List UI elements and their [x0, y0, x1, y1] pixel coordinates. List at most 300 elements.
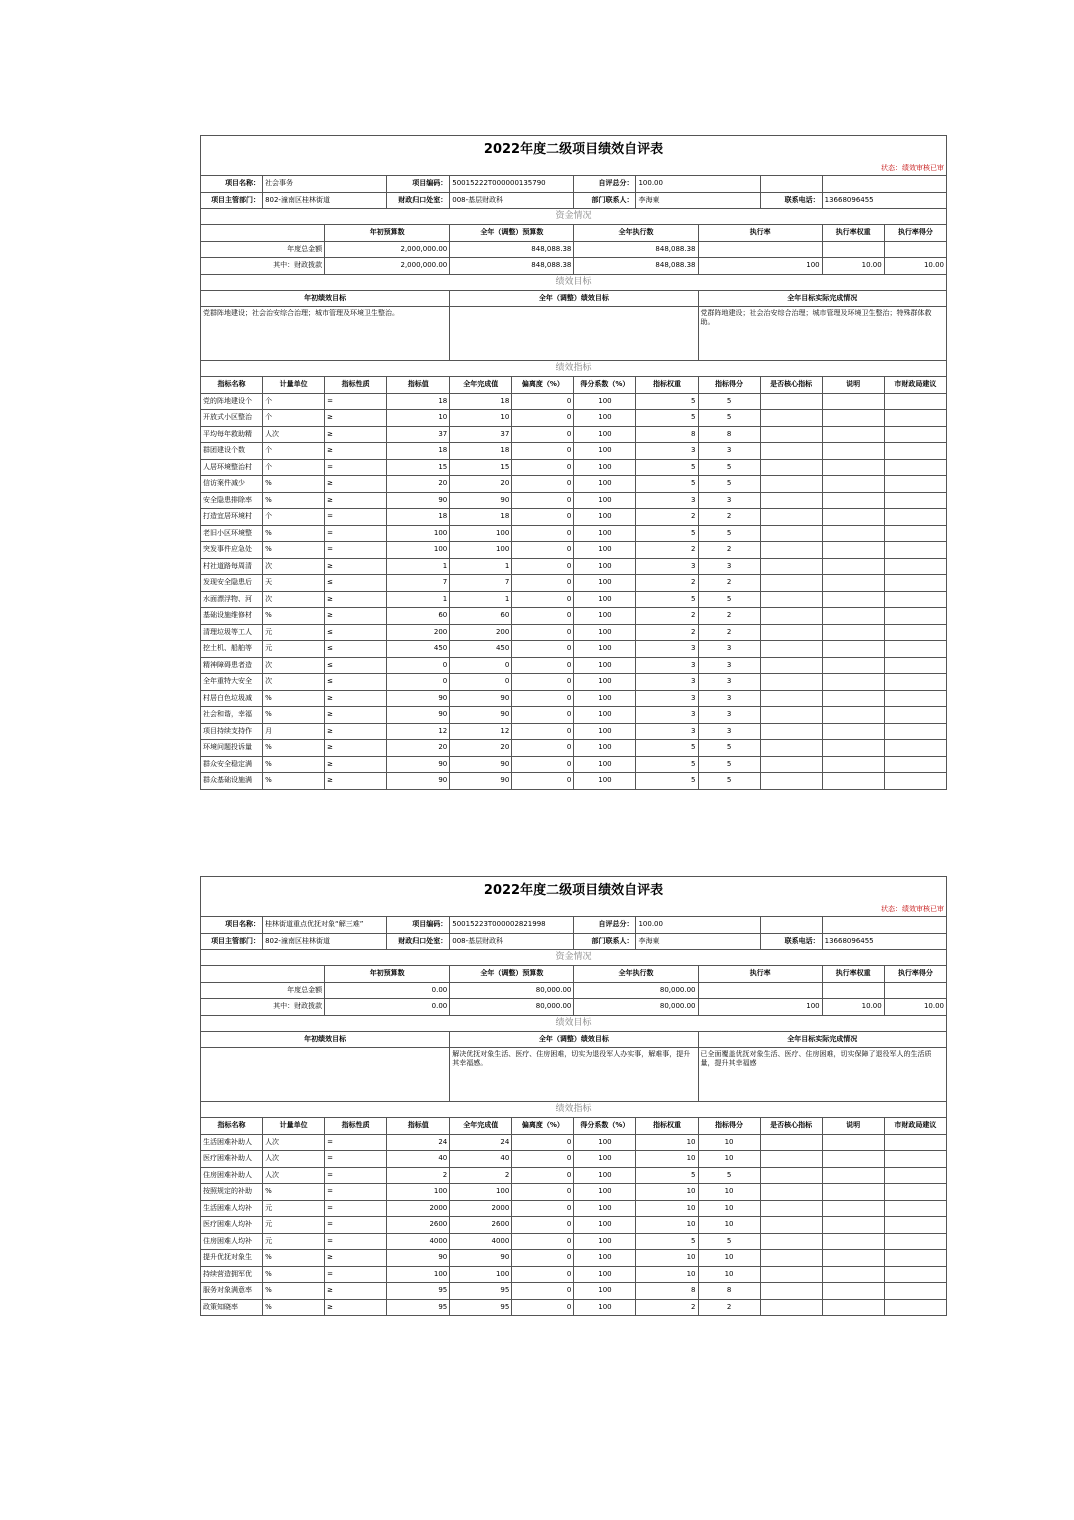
indicator-cell: 90 — [450, 707, 512, 724]
empty-cell — [760, 674, 822, 691]
indicator-row — [201, 641, 947, 658]
empty-cell — [884, 1184, 946, 1201]
indicator-row — [201, 459, 947, 476]
indicator-cell: 0 — [512, 393, 574, 410]
indicator-cell: 18 — [387, 393, 450, 410]
indicator-cell: 0 — [512, 1184, 574, 1201]
indicator-cell: 100 — [574, 1184, 636, 1201]
empty-cell — [822, 608, 884, 625]
empty-cell — [760, 690, 822, 707]
indicator-cell: 10 — [636, 1134, 698, 1151]
indicator-cell: % — [263, 1184, 325, 1201]
empty-cell — [760, 1283, 822, 1300]
empty-cell — [760, 509, 822, 526]
indicator-cell: 0 — [512, 591, 574, 608]
indicators-section-title: 绩效指标 — [201, 361, 947, 377]
indicator-cell: 95 — [450, 1283, 512, 1300]
goals-header: 全年（调整）绩效目标 — [450, 1031, 698, 1048]
indicator-cell: 100 — [574, 740, 636, 757]
indicator-cell: 3 — [636, 723, 698, 740]
empty-cell — [760, 608, 822, 625]
indicator-row — [201, 558, 947, 575]
indicator-row — [201, 608, 947, 625]
indicator-cell: 1 — [387, 591, 450, 608]
indicator-cell: 100 — [574, 608, 636, 625]
form-table — [200, 876, 947, 1316]
indicator-cell: 95 — [450, 1299, 512, 1316]
contact-value: 李海東 — [636, 192, 760, 209]
indicator-cell: 18 — [450, 443, 512, 460]
indicator-cell: 2 — [698, 608, 760, 625]
indicator-cell: 100 — [574, 657, 636, 674]
indicator-header: 得分系数（%） — [574, 1118, 636, 1135]
indicator-cell: 0 — [512, 723, 574, 740]
empty-cell — [822, 657, 884, 674]
indicator-header: 是否核心指标 — [760, 1118, 822, 1135]
indicator-cell: 18 — [387, 443, 450, 460]
empty-cell — [760, 558, 822, 575]
empty-cell — [760, 542, 822, 559]
goals-header: 全年（调整）绩效目标 — [450, 290, 698, 307]
indicator-cell: 3 — [636, 641, 698, 658]
indicator-cell: 人次 — [263, 1151, 325, 1168]
indicator-row — [201, 1134, 947, 1151]
indicator-header: 指标得分 — [698, 377, 760, 394]
indicator-cell: 0 — [512, 525, 574, 542]
indicator-cell: 10 — [636, 1250, 698, 1267]
project-name-label: 项目名称： — [201, 176, 263, 193]
indicator-cell: 100 — [574, 459, 636, 476]
empty-cell — [822, 1266, 884, 1283]
goals-header-row — [201, 290, 947, 307]
funds-section-title: 资金情况 — [201, 209, 947, 225]
project-code-value: 50015222T000000135790 — [450, 176, 574, 193]
empty-cell — [760, 459, 822, 476]
goals-section-title: 绩效目标 — [201, 274, 947, 290]
indicator-cell: 60 — [387, 608, 450, 625]
indicator-cell: 10 — [636, 1217, 698, 1234]
indicator-row — [201, 393, 947, 410]
indicator-cell: 90 — [387, 1250, 450, 1267]
indicator-cell: = — [325, 1233, 387, 1250]
indicator-cell: 3 — [698, 492, 760, 509]
indicators-header-row — [201, 377, 947, 394]
funds-header: 全年执行数 — [574, 225, 698, 242]
indicator-cell: 10 — [636, 1184, 698, 1201]
indicator-cell: 0 — [512, 674, 574, 691]
funds-row — [201, 982, 947, 999]
indicator-cell: 0 — [512, 740, 574, 757]
indicator-cell: 3 — [698, 443, 760, 460]
status-text: 状态：绩效审核已审 — [201, 903, 947, 917]
empty-cell — [822, 558, 884, 575]
indicator-cell: 老旧小区环境整 — [201, 525, 263, 542]
empty-cell — [884, 426, 946, 443]
indicator-cell: 100 — [450, 542, 512, 559]
indicator-cell: 水面漂浮物、河 — [201, 591, 263, 608]
indicator-cell: 95 — [387, 1299, 450, 1316]
actual-goal: 已全面覆盖优抚对象生活、医疗、住房困难，切实保障了退役军人的生活质量，提升其幸福感 — [698, 1048, 946, 1102]
empty-cell — [884, 1200, 946, 1217]
project-name-value: 社会事务 — [263, 176, 387, 193]
indicator-header: 全年完成值 — [450, 377, 512, 394]
funds-row-label: 其中：财政拨款 — [201, 999, 325, 1016]
empty-cell — [822, 476, 884, 493]
indicator-cell: = — [325, 1266, 387, 1283]
empty-cell — [822, 1184, 884, 1201]
empty-cell — [760, 492, 822, 509]
indicator-cell: 5 — [636, 1167, 698, 1184]
indicator-cell: = — [325, 525, 387, 542]
indicator-cell: 次 — [263, 558, 325, 575]
indicator-cell: % — [263, 525, 325, 542]
indicator-header: 计量单位 — [263, 377, 325, 394]
indicator-header: 偏离度（%） — [512, 377, 574, 394]
indicator-cell: 5 — [698, 525, 760, 542]
indicator-cell: % — [263, 690, 325, 707]
indicator-cell: 0 — [512, 773, 574, 790]
empty-cell — [884, 575, 946, 592]
indicator-cell: % — [263, 773, 325, 790]
indicator-header: 偏离度（%） — [512, 1118, 574, 1135]
indicator-row — [201, 1151, 947, 1168]
indicator-cell: 7 — [387, 575, 450, 592]
indicator-cell: 人居环境整治村 — [201, 459, 263, 476]
indicator-cell: 100 — [574, 707, 636, 724]
indicator-cell: 个 — [263, 459, 325, 476]
funds-weight: 10.00 — [822, 258, 884, 275]
goals-header: 全年目标实际完成情况 — [698, 290, 946, 307]
empty-cell — [884, 459, 946, 476]
indicator-cell: 5 — [636, 1233, 698, 1250]
indicator-cell: 3 — [636, 657, 698, 674]
funds-executed: 848,088.38 — [574, 258, 698, 275]
finance-label: 财政归口处室： — [387, 933, 450, 950]
indicator-cell: 人次 — [263, 426, 325, 443]
indicator-cell: = — [325, 1167, 387, 1184]
empty-cell — [884, 1266, 946, 1283]
empty-cell — [884, 1299, 946, 1316]
indicator-row — [201, 1217, 947, 1234]
funds-weight — [822, 982, 884, 999]
indicator-row — [201, 591, 947, 608]
empty-cell — [822, 641, 884, 658]
indicator-header: 指标值 — [387, 1118, 450, 1135]
indicator-row — [201, 542, 947, 559]
empty-cell — [760, 393, 822, 410]
empty-cell — [822, 492, 884, 509]
empty-cell — [760, 591, 822, 608]
empty-cell — [760, 426, 822, 443]
indicator-cell: 10 — [387, 410, 450, 427]
indicator-cell: 3 — [636, 707, 698, 724]
project-code-value: 50015223T000002821998 — [450, 917, 574, 934]
empty-cell — [884, 443, 946, 460]
indicator-cell: % — [263, 756, 325, 773]
indicator-cell: 24 — [387, 1134, 450, 1151]
indicator-cell: 10 — [698, 1217, 760, 1234]
empty-cell — [822, 690, 884, 707]
indicator-cell: 100 — [574, 1151, 636, 1168]
empty-cell — [884, 492, 946, 509]
empty-cell — [884, 641, 946, 658]
indicator-header: 得分系数（%） — [574, 377, 636, 394]
empty-cell — [822, 542, 884, 559]
indicator-cell: 90 — [450, 1250, 512, 1267]
indicator-cell: 2 — [698, 575, 760, 592]
empty-cell — [884, 773, 946, 790]
indicator-cell: 5 — [698, 756, 760, 773]
indicator-cell: 项目持续支持作 — [201, 723, 263, 740]
indicator-cell: ≥ — [325, 558, 387, 575]
form-table — [200, 135, 947, 790]
indicator-cell: 1 — [450, 591, 512, 608]
indicator-row — [201, 707, 947, 724]
empty-cell — [884, 674, 946, 691]
indicator-cell: 元 — [263, 1200, 325, 1217]
indicator-cell: 100 — [387, 1184, 450, 1201]
funds-row-label: 年度总金额 — [201, 241, 325, 258]
indicator-cell: 0 — [512, 1283, 574, 1300]
contact-label: 部门联系人： — [574, 192, 636, 209]
indicator-cell: 100 — [574, 1134, 636, 1151]
indicator-cell: 20 — [387, 740, 450, 757]
empty-cell — [884, 558, 946, 575]
funds-executed: 80,000.00 — [574, 982, 698, 999]
empty-cell — [822, 624, 884, 641]
empty-cell — [884, 723, 946, 740]
indicator-cell: 20 — [387, 476, 450, 493]
indicator-cell: 开放式小区整治 — [201, 410, 263, 427]
empty-cell — [822, 1134, 884, 1151]
indicator-cell: % — [263, 1299, 325, 1316]
funds-section-title: 资金情况 — [201, 950, 947, 966]
indicator-cell: 按照规定的补助 — [201, 1184, 263, 1201]
funds-header: 全年（调整）预算数 — [450, 225, 574, 242]
empty-cell — [760, 1151, 822, 1168]
indicator-cell: 2 — [636, 542, 698, 559]
goals-header: 全年目标实际完成情况 — [698, 1031, 946, 1048]
indicator-row — [201, 443, 947, 460]
indicator-cell: 次 — [263, 657, 325, 674]
indicator-cell: ≥ — [325, 608, 387, 625]
empty-cell — [884, 1233, 946, 1250]
indicator-cell: 0 — [512, 1250, 574, 1267]
info-row-1 — [201, 176, 947, 193]
indicator-header: 计量单位 — [263, 1118, 325, 1135]
funds-weight: 10.00 — [822, 999, 884, 1016]
indicator-cell: ≤ — [325, 674, 387, 691]
indicator-row — [201, 575, 947, 592]
funds-header: 执行率权重 — [822, 225, 884, 242]
empty-cell — [822, 1167, 884, 1184]
form-title: 2022年度二级项目绩效自评表 — [201, 136, 947, 163]
self-score-label: 自评总分： — [574, 176, 636, 193]
funds-score — [884, 241, 946, 258]
empty-cell — [884, 657, 946, 674]
indicator-cell: 90 — [450, 690, 512, 707]
empty-cell — [760, 1184, 822, 1201]
indicator-cell: 100 — [574, 690, 636, 707]
indicator-cell: 3 — [698, 723, 760, 740]
indicator-cell: 0 — [512, 575, 574, 592]
indicator-cell: 12 — [450, 723, 512, 740]
indicator-cell: 90 — [450, 756, 512, 773]
indicator-cell: 5 — [636, 476, 698, 493]
empty-cell — [884, 410, 946, 427]
indicator-cell: % — [263, 476, 325, 493]
indicator-cell: 3 — [698, 674, 760, 691]
indicator-cell: % — [263, 740, 325, 757]
empty-cell — [822, 1250, 884, 1267]
indicator-cell: 发现安全隐患后 — [201, 575, 263, 592]
indicator-cell: 100 — [574, 525, 636, 542]
indicator-cell: 100 — [450, 1184, 512, 1201]
funds-score: 10.00 — [884, 258, 946, 275]
indicator-cell: 37 — [387, 426, 450, 443]
indicator-cell: 100 — [574, 756, 636, 773]
indicator-cell: 0 — [387, 657, 450, 674]
indicator-cell: 100 — [574, 674, 636, 691]
funds-row — [201, 258, 947, 275]
indicator-cell: 100 — [574, 575, 636, 592]
indicator-cell: 100 — [387, 1266, 450, 1283]
info-row-2 — [201, 192, 947, 209]
empty-cell — [884, 393, 946, 410]
indicator-cell: = — [325, 393, 387, 410]
indicator-cell: = — [325, 1151, 387, 1168]
indicator-cell: ≥ — [325, 1250, 387, 1267]
indicator-row — [201, 723, 947, 740]
indicator-cell: 5 — [698, 459, 760, 476]
indicator-cell: 元 — [263, 624, 325, 641]
funds-adjusted: 848,088.38 — [450, 241, 574, 258]
indicator-cell: 医疗困难人均补 — [201, 1217, 263, 1234]
funds-header: 执行率 — [698, 225, 822, 242]
indicator-cell: 8 — [698, 1283, 760, 1300]
indicator-row — [201, 624, 947, 641]
empty-cell — [760, 1233, 822, 1250]
goals-header: 年初绩效目标 — [201, 1031, 450, 1048]
indicator-cell: 15 — [450, 459, 512, 476]
indicator-row — [201, 690, 947, 707]
indicator-header: 指标值 — [387, 377, 450, 394]
indicator-row — [201, 476, 947, 493]
indicator-row — [201, 525, 947, 542]
indicator-cell: 90 — [387, 756, 450, 773]
dept-label: 项目主管部门： — [201, 192, 263, 209]
indicator-cell: 5 — [698, 1233, 760, 1250]
empty-cell — [822, 756, 884, 773]
contact-label: 部门联系人： — [574, 933, 636, 950]
indicator-cell: 5 — [698, 740, 760, 757]
indicator-cell: ≥ — [325, 492, 387, 509]
indicator-cell: 100 — [574, 641, 636, 658]
indicator-cell: 人次 — [263, 1134, 325, 1151]
indicator-cell: 1 — [387, 558, 450, 575]
empty-cell — [760, 707, 822, 724]
empty-cell — [760, 723, 822, 740]
indicator-cell: 100 — [574, 1283, 636, 1300]
self-score-value: 100.00 — [636, 917, 760, 934]
indicator-cell: 8 — [636, 1283, 698, 1300]
indicator-cell: % — [263, 1283, 325, 1300]
funds-header: 全年执行数 — [574, 966, 698, 983]
indicator-cell: 2 — [698, 624, 760, 641]
indicator-cell: 10 — [450, 410, 512, 427]
project-code-label: 项目编码： — [387, 176, 450, 193]
indicator-cell: 生活困难补助人 — [201, 1134, 263, 1151]
indicator-cell: 5 — [636, 740, 698, 757]
adjusted-goal: 解决优抚对象生活、医疗、住房困难，切实为退役军人办实事，解难事，提升其幸福感。 — [450, 1048, 698, 1102]
indicator-cell: 100 — [574, 1217, 636, 1234]
indicator-cell: 突发事件应急处 — [201, 542, 263, 559]
indicator-cell: 100 — [574, 1299, 636, 1316]
indicator-cell: ≥ — [325, 476, 387, 493]
indicator-cell: 0 — [512, 608, 574, 625]
indicator-cell: 0 — [450, 674, 512, 691]
phone-value: 13668096455 — [822, 933, 946, 950]
indicator-cell: 24 — [450, 1134, 512, 1151]
indicator-cell: 5 — [636, 410, 698, 427]
empty-cell — [760, 773, 822, 790]
finance-value: 008-基层财政科 — [450, 933, 574, 950]
indicator-cell: 10 — [636, 1151, 698, 1168]
indicator-cell: 党的阵地建设个 — [201, 393, 263, 410]
indicator-cell: 5 — [698, 393, 760, 410]
indicator-cell: 元 — [263, 641, 325, 658]
indicator-cell: 3 — [636, 558, 698, 575]
indicator-cell: 100 — [450, 525, 512, 542]
indicator-cell: 0 — [512, 443, 574, 460]
indicator-cell: 2000 — [450, 1200, 512, 1217]
funds-score: 10.00 — [884, 999, 946, 1016]
indicator-header: 市财政局建议 — [884, 377, 946, 394]
empty-cell — [822, 1217, 884, 1234]
indicator-cell: ≤ — [325, 657, 387, 674]
phone-label: 联系电话： — [760, 192, 822, 209]
indicator-cell: 100 — [574, 426, 636, 443]
indicator-cell: 安全隐患排除率 — [201, 492, 263, 509]
indicator-row — [201, 492, 947, 509]
indicator-cell: ≥ — [325, 740, 387, 757]
indicator-cell: 2 — [636, 608, 698, 625]
indicator-cell: 5 — [636, 591, 698, 608]
indicator-cell: 5 — [698, 1167, 760, 1184]
empty-cell — [822, 393, 884, 410]
indicator-cell: 450 — [450, 641, 512, 658]
empty-cell — [760, 624, 822, 641]
indicator-cell: 0 — [512, 1266, 574, 1283]
indicator-cell: 0 — [512, 542, 574, 559]
indicator-cell: 0 — [512, 1299, 574, 1316]
goals-header: 年初绩效目标 — [201, 290, 450, 307]
indicator-cell: ≥ — [325, 410, 387, 427]
indicator-cell: 90 — [387, 707, 450, 724]
indicator-cell: 100 — [574, 1200, 636, 1217]
indicator-cell: 个 — [263, 410, 325, 427]
indicator-cell: 信访案件减少 — [201, 476, 263, 493]
indicator-header: 指标名称 — [201, 1118, 263, 1135]
funds-adjusted: 80,000.00 — [450, 999, 574, 1016]
indicator-header: 指标性质 — [325, 377, 387, 394]
indicator-header: 市财政局建议 — [884, 1118, 946, 1135]
indicator-cell: % — [263, 1250, 325, 1267]
indicator-cell: = — [325, 459, 387, 476]
funds-row — [201, 241, 947, 258]
indicator-cell: = — [325, 1184, 387, 1201]
indicator-cell: 95 — [387, 1283, 450, 1300]
